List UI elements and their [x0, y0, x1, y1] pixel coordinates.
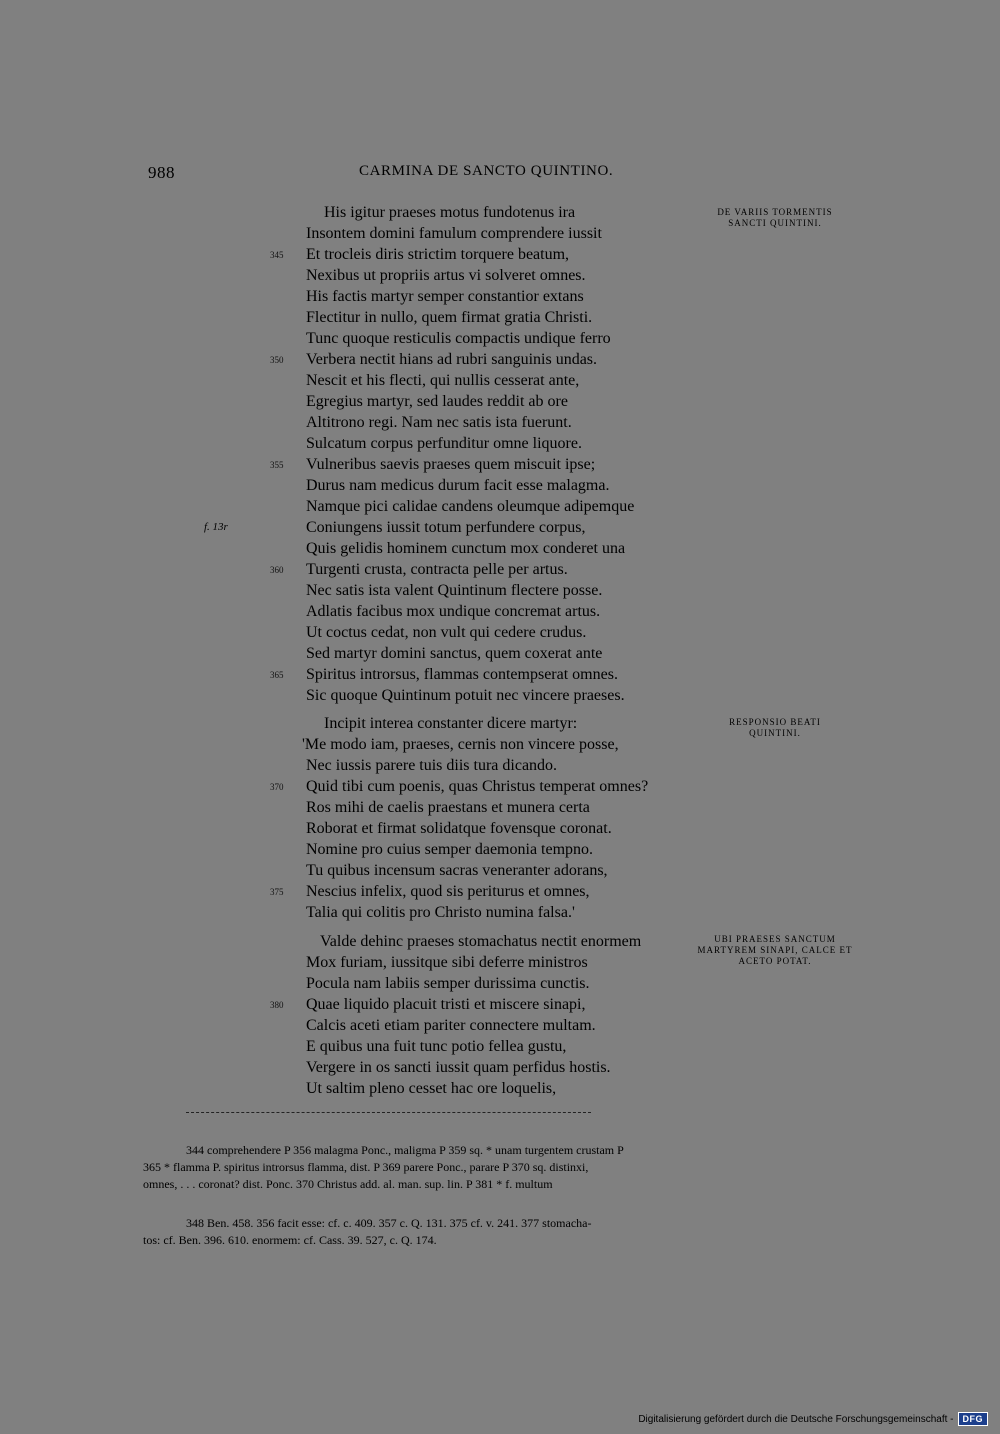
verse-line: Durus nam medicus durum facit esse malagma. [306, 477, 610, 494]
line-number: 360 [270, 565, 284, 575]
verse-line: Vergere in os sancti iussit quam perfidus hostis. [306, 1059, 611, 1076]
verse-line: Turgenti crusta, contracta pelle per artus. [306, 561, 568, 578]
verse-line: Altitrono regi. Nam nec satis ista fuerunt. [306, 414, 572, 431]
margin-note: UBI PRAESES SANCTUM MARTYREM SINAPI, CALCE ET ACETO POTAT. [697, 934, 853, 966]
verse-line: Roborat et firmat solidatque fovensque coronat. [306, 820, 612, 837]
credit-text: Digitalisierung gefördert durch die Deutsche Forschungsgemeinschaft - [638, 1413, 954, 1425]
verse-line: Ros mihi de caelis praestans et munera certa [306, 799, 590, 816]
verse-line: Vulneribus saevis praeses quem miscuit ipse; [306, 456, 596, 473]
verse-line: Ut saltim pleno cesset hac ore loquelis, [306, 1080, 557, 1097]
verse-line: Tu quibus incensum sacras veneranter adorans, [306, 862, 608, 879]
verse-line: Coniungens iussit totum perfundere corpus, [306, 519, 586, 536]
verse-line: Quae liquido placuit tristi et miscere sinapi, [306, 996, 586, 1013]
sources-line: tos: cf. Ben. 396. 610. enormem: cf. Cass. 39. 527, c. Q. 174. [143, 1233, 437, 1247]
verse-line: Nec satis ista valent Quintinum flectere posse. [306, 582, 603, 599]
line-number: 380 [270, 1000, 284, 1010]
verse-line: Nescius infelix, quod sis periturus et omnes, [306, 883, 590, 900]
verse-line: Nomine pro cuius semper daemonia tempno. [306, 841, 594, 858]
line-number: 370 [270, 782, 284, 792]
margin-note: DE VARIIS TORMENTIS SANCTI QUINTINI. [717, 207, 833, 228]
verse-line: His igitur praeses motus fundotenus ira [324, 204, 576, 221]
apparatus-line: 344 comprehendere P 356 malagma Ponc., maligma P 359 sq. * unam turgentem crustam P [186, 1143, 624, 1157]
verse-line: Calcis aceti etiam pariter connectere multam. [306, 1017, 596, 1034]
verse-line: Nec iussis parere tuis diis tura dicando. [306, 757, 558, 774]
verse-line: Tunc quoque resticulis compactis undique ferro [306, 330, 611, 347]
line-number: 350 [270, 355, 284, 365]
verse-line: Pocula nam labiis semper durissima cunctis. [306, 975, 590, 992]
verse-line: Spiritus introrsus, flammas contempserat omnes. [306, 666, 618, 683]
verse-line: Namque pici calidae candens oleumque adipemque [306, 498, 635, 515]
verse-line: Sic quoque Quintinum potuit nec vincere praeses. [306, 687, 625, 704]
dfg-logo-icon: DFG [958, 1412, 989, 1426]
line-number: 355 [270, 460, 284, 470]
footnote-rule [186, 1112, 591, 1113]
verse-line: His factis martyr semper constantior extans [306, 288, 584, 305]
verse-line: 'Me modo iam, praeses, cernis non vincere posse, [302, 736, 619, 753]
verse-line: Flectitur in nullo, quem firmat gratia Christi. [306, 309, 593, 326]
line-number: 375 [270, 887, 284, 897]
verse-line: Mox furiam, iussitque sibi deferre ministros [306, 954, 588, 971]
verse-line: Sulcatum corpus perfunditur omne liquore. [306, 435, 582, 452]
verse-line: Valde dehinc praeses stomachatus nectit enormem [320, 933, 642, 950]
verse-line: Insontem domini famulum comprendere iussit [306, 225, 602, 242]
apparatus-line: 365 * flamma P. spiritus introrsus flamma, dist. P 369 parere Ponc., parare P 370 sq. distinxi, [143, 1160, 589, 1174]
page-number: 988 [148, 163, 175, 182]
dfg-credit [638, 1412, 988, 1426]
verse-line: Talia qui colitis pro Christo numina falsa.' [306, 904, 575, 921]
verse-line: Verbera nectit hians ad rubri sanguinis undas. [306, 351, 598, 368]
verse-line: Incipit interea constanter dicere martyr: [324, 715, 578, 732]
folio-mark: f. 13r [204, 521, 228, 533]
running-title: CARMINA DE SANCTO QUINTINO. [359, 163, 614, 179]
verse-line: Nescit et his flecti, qui nullis cesserat ante, [306, 372, 580, 389]
verse-line: Et trocleis diris strictim torquere beatum, [306, 246, 570, 263]
sources-line: 348 Ben. 458. 356 facit esse: cf. c. 409. 357 c. Q. 131. 375 cf. v. 241. 377 stomacha- [186, 1216, 592, 1230]
verse-line: Quis gelidis hominem cunctum mox conderet una [306, 540, 626, 557]
verse-line: E quibus una fuit tunc potio fellea gustu, [306, 1038, 567, 1055]
margin-note: RESPONSIO BEATI QUINTINI. [729, 717, 821, 738]
verse-line: Nexibus ut propriis artus vi solveret omnes. [306, 267, 586, 284]
verse-line: Egregius martyr, sed laudes reddit ab ore [306, 393, 568, 410]
verse-line: Quid tibi cum poenis, quas Christus temperat omnes? [306, 778, 649, 795]
verse-line: Sed martyr domini sanctus, quem coxerat ante [306, 645, 603, 662]
verse-line: Adlatis facibus mox undique concremat artus. [306, 603, 601, 620]
line-number: 345 [270, 250, 284, 260]
line-number: 365 [270, 670, 284, 680]
verse-line: Ut coctus cedat, non vult qui cedere crudus. [306, 624, 587, 641]
apparatus-line: omnes, . . . coronat? dist. Ponc. 370 Christus add. al. man. sup. lin. P 381 * f. multum [143, 1177, 553, 1191]
